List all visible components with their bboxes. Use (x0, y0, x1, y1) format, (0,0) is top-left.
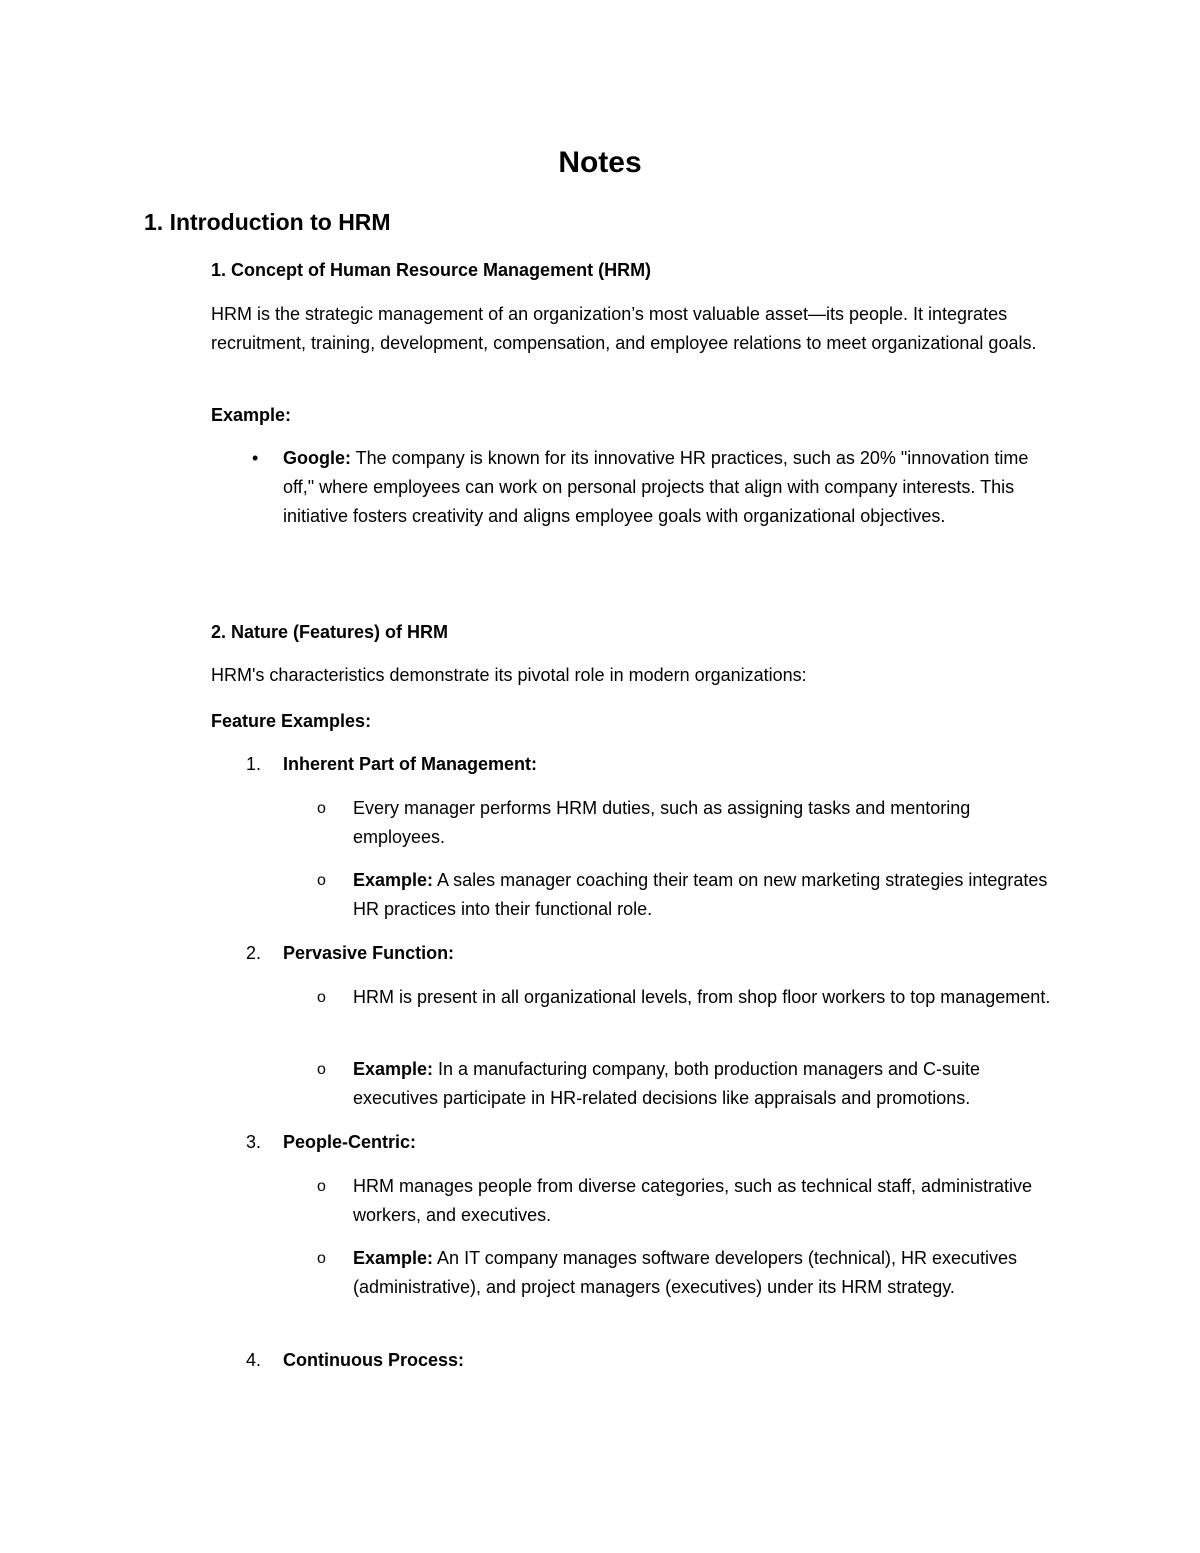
feature-number: 4. (246, 1350, 262, 1370)
feature-title-people-centric: People-Centric: (283, 1132, 417, 1152)
feature-example-point: Example: An IT company manages software developers (technical), HR executives (administrative), and project managers (executives) under its HRM strategy. (353, 1248, 1017, 1297)
bullet-dot-icon: • (252, 448, 259, 468)
feature-point: Every manager performs HRM duties, such as assigning tasks and mentoring employees. (353, 798, 971, 847)
example-label: Example: (211, 405, 292, 425)
feature-title-pervasive: Pervasive Function: (283, 943, 455, 963)
sub-bullet-circle-icon: o (317, 800, 326, 817)
feature-number: 2. (246, 943, 262, 963)
subsection-heading-concept: 1. Concept of Human Resource Management (HRM) (211, 260, 652, 280)
feature-example-point: Example: A sales manager coaching their team on new marketing strategies integrates HR practices into their functional role. (353, 870, 1048, 919)
sub-bullet-circle-icon: o (317, 1250, 326, 1267)
sub-bullet-circle-icon: o (317, 1178, 326, 1195)
feature-title-inherent: Inherent Part of Management: (283, 754, 538, 774)
feature-number: 3. (246, 1132, 262, 1152)
section-heading-introduction: 1. Introduction to HRM (144, 209, 391, 235)
feature-title-continuous: Continuous Process: (283, 1350, 465, 1370)
feature-point: HRM manages people from diverse categories, such as technical staff, administrative workers, and executives. (353, 1176, 1032, 1225)
google-example-item (283, 444, 1053, 531)
sub-bullet-circle-icon: o (317, 872, 326, 889)
sub-bullet-circle-icon: o (317, 1061, 326, 1078)
concept-paragraph: HRM is the strategic management of an organization’s most valuable asset—its people. It integrates recruitment, training, development, compensation, and employee relations to meet organizational goals. (211, 304, 1037, 353)
nature-paragraph: HRM's characteristics demonstrate its pivotal role in modern organizations: (211, 665, 807, 685)
feature-point: HRM is present in all organizational levels, from shop floor workers to top management. (353, 987, 1051, 1007)
google-example-text: The company is known for its innovative HR practices, such as 20% "innovation time off," where employees can work on personal projects that align with company interests. This initiative fosters creativity and aligns employee goals with organizational objectives. (283, 448, 1029, 526)
feature-number: 1. (246, 754, 262, 774)
feature-examples-label: Feature Examples: (211, 711, 372, 731)
sub-bullet-circle-icon: o (317, 989, 326, 1006)
subsection-heading-nature: 2. Nature (Features) of HRM (211, 622, 449, 642)
feature-example-point: Example: In a manufacturing company, both production managers and C-suite executives participate in HR-related decisions like appraisals and promotions. (353, 1059, 981, 1108)
google-example-lead: Google: (283, 448, 351, 468)
document-title: Notes (558, 146, 642, 179)
